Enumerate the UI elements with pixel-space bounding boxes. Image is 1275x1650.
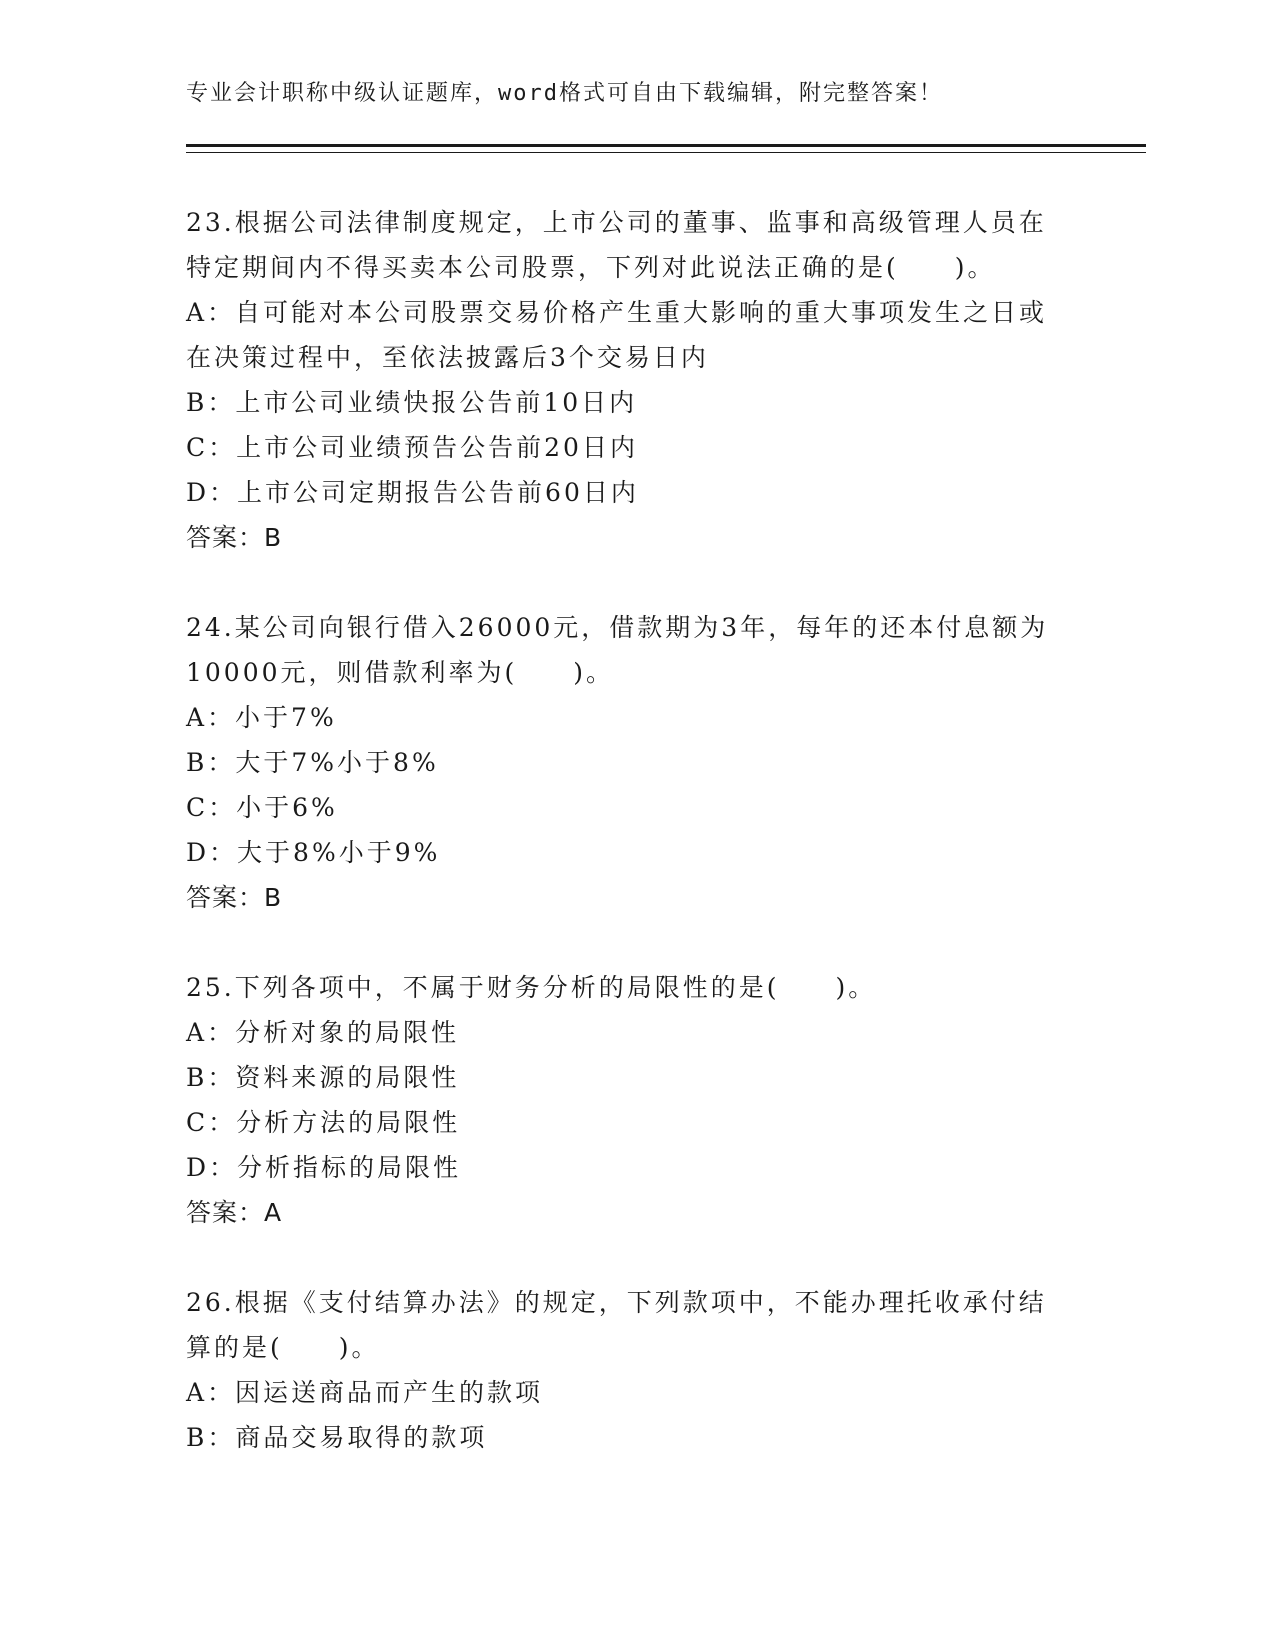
option-d: D：上市公司定期报告公告前60日内 (186, 478, 639, 507)
option-a-continued: 在决策过程中，至依法披露后3个交易日内 (186, 343, 709, 372)
question-stem-line: 特定期间内不得买卖本公司股票，下列对此说法正确的是( )。 (186, 253, 996, 282)
answer-line: 答案：A (186, 1198, 283, 1227)
option-b: B：资料来源的局限性 (186, 1063, 460, 1092)
question-stem-line: 算的是( )。 (186, 1333, 380, 1362)
header-divider (186, 144, 1146, 153)
option-c: C：分析方法的局限性 (186, 1108, 461, 1137)
option-a: A：因运送商品而产生的款项 (186, 1378, 544, 1407)
question-23 (186, 200, 1066, 560)
option-b: B：大于7%小于8% (186, 748, 439, 777)
question-26 (186, 1280, 1066, 1460)
option-c: C：上市公司业绩预告公告前20日内 (186, 433, 638, 462)
option-a: A：自可能对本公司股票交易价格产生重大影响的重大事项发生之日或 (186, 298, 1048, 327)
question-list (186, 200, 1066, 1460)
question-stem-line: 23.根据公司法律制度规定，上市公司的董事、监事和高级管理人员在 (186, 208, 1047, 237)
option-c: C：小于6% (186, 793, 338, 822)
option-d: D：分析指标的局限性 (186, 1153, 462, 1182)
question-stem-line: 10000元，则借款利率为( )。 (186, 658, 615, 687)
question-24 (186, 605, 1066, 920)
option-a: A：分析对象的局限性 (186, 1018, 460, 1047)
question-25 (186, 965, 1066, 1235)
question-stem-line: 25.下列各项中，不属于财务分析的局限性的是( )。 (186, 973, 877, 1002)
answer-line: 答案：B (186, 523, 283, 552)
question-stem-line: 24.某公司向银行借入26000元，借款期为3年，每年的还本付息额为 (186, 613, 1049, 642)
page-header: 专业会计职称中级认证题库，word格式可自由下载编辑，附完整答案！ (186, 81, 943, 106)
option-a: A：小于7% (186, 703, 337, 732)
option-b: B：上市公司业绩快报公告前10日内 (186, 388, 638, 417)
answer-line: 答案：B (186, 883, 283, 912)
option-b: B：商品交易取得的款项 (186, 1423, 488, 1452)
option-d: D：大于8%小于9% (186, 838, 441, 867)
question-stem-line: 26.根据《支付结算办法》的规定，下列款项中，不能办理托收承付结 (186, 1288, 1047, 1317)
